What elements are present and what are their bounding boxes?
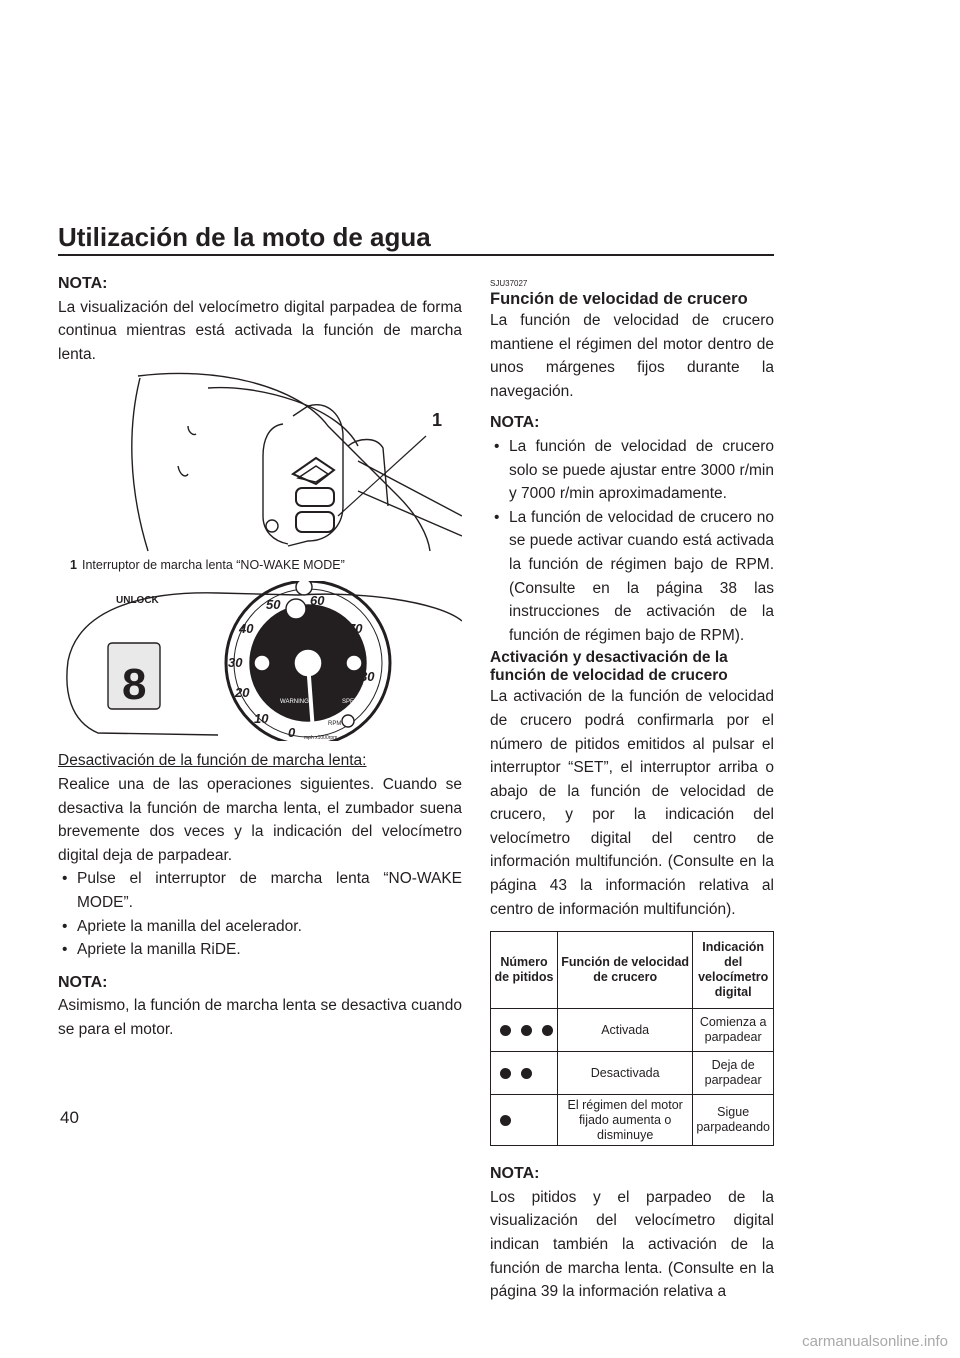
beep-dot-icon (500, 1115, 511, 1126)
header-rule (58, 254, 774, 256)
watermark: carmanualsonline.info (802, 1333, 948, 1350)
table-row (491, 1052, 774, 1095)
table-header-cell: Indicación del velocímetro digital (693, 932, 774, 1009)
function-cell: El régimen del motor fijado aumenta o disminuye (558, 1095, 693, 1146)
cruise-beep-table (490, 931, 774, 1146)
right-column (490, 275, 774, 1304)
left-column (58, 270, 462, 1042)
caption-text: Interruptor de marcha lenta “NO-WAKE MODE” (82, 558, 345, 573)
gauge-tick-10: 10 (254, 711, 269, 727)
subsection-text: La activación de la función de velocidad de crucero podrá confirmarla por el número de pitidos emitidos al pulsar el interruptor “SET”, el interruptor arriba o abajo de la función de velocidad de crucero, y por la indicación del velocímetro digital del centro de información multifunción. (Consulte en la página 43 la información relativa al centro de información multifunción). (490, 688, 774, 918)
deactivation-text: Realice una de las operaciones siguientes. Cuando se desactiva la función de marcha lenta, el zumbador suena brevemente dos veces y la indicación del velocímetro digital deja de parpadear. (58, 775, 462, 864)
page-header-title: Utilización de la moto de agua (58, 222, 431, 252)
unlock-label: UNLOCK (116, 595, 159, 607)
table-row (491, 1009, 774, 1052)
beep-dots (494, 1115, 554, 1126)
caption-number: 1 (70, 558, 77, 573)
bullet-item: • La función de velocidad de crucero no se puede activar cuando está activada la función de régimen bajo de RPM. (Consulte en la página 38 las instrucciones de activación de la función de régimen bajo de RPM). (490, 506, 774, 648)
indication-cell: Deja de parpadear (693, 1052, 774, 1095)
speedometer-gauge-illustration (58, 581, 462, 741)
gauge-tick-50: 50 (266, 597, 281, 613)
table-header-cell: Función de velocidad de crucero (558, 932, 693, 1009)
nota-text: Los pitidos y el parpadeo de la visualización del velocímetro digital indican también la activación de la función de marcha lenta. (Consulte en la página 39 la información relativa a (490, 1188, 774, 1301)
table-header-row (491, 932, 774, 1009)
bullet-item: • Pulse el interruptor de marcha lenta “NO-WAKE MODE”. (58, 867, 462, 914)
beep-dot-icon (521, 1025, 532, 1036)
section-code: SJU37027 (490, 279, 528, 288)
subsection-title: Activación y desactivación de la función de velocidad de crucero (490, 649, 728, 685)
function-cell: Activada (558, 1009, 693, 1052)
warning-label: WARNING (280, 699, 309, 706)
bullet-item: • La función de velocidad de crucero solo se puede ajustar entre 3000 r/min y 7000 r/min aproximadamente. (490, 435, 774, 506)
beep-dot-icon (521, 1068, 532, 1079)
bullet-item: • Apriete la manilla RiDE. (58, 938, 462, 962)
gauge-tick-80: 80 (360, 669, 375, 685)
speed-label: SPEED (342, 699, 363, 706)
bullet-item: • Apriete la manilla del acelerador. (58, 915, 462, 939)
nota-text: La visualización del velocímetro digital parpadea de forma continua mientras está activada la función de marcha lenta. (58, 298, 462, 363)
beep-dot-icon (500, 1025, 511, 1036)
deactivation-heading: Desactivación de la función de marcha lenta: (58, 752, 367, 770)
function-cell: Desactivada (558, 1052, 693, 1095)
indication-cell: Comienza a parpadear (693, 1009, 774, 1052)
gauge-tick-70: 70 (348, 621, 363, 637)
nota-text: Asimismo, la función de marcha lenta se desactiva cuando se para el motor. (58, 997, 462, 1038)
beep-dot-icon (542, 1025, 553, 1036)
rpm-label: RPM (328, 721, 342, 728)
beep-dots (494, 1068, 554, 1079)
digital-display-digit: 8 (122, 660, 147, 710)
beep-dot-icon (500, 1068, 511, 1079)
beep-dots (494, 1025, 554, 1036)
callout-1: 1 (432, 410, 443, 431)
gauge-tick-60: 60 (310, 593, 325, 609)
nota-heading: NOTA: (490, 414, 540, 432)
gauge-tick-30: 30 (228, 655, 243, 671)
figure-caption (58, 558, 462, 573)
page-number: 40 (60, 1108, 79, 1127)
gauge-tick-0: 0 (288, 725, 296, 741)
indication-cell: Sigue parpadeando (693, 1095, 774, 1146)
gauge-tick-20: 20 (235, 685, 250, 701)
section-title: Función de velocidad de crucero (490, 290, 748, 308)
units-label: mph x1000rpm (304, 735, 338, 742)
table-row (491, 1095, 774, 1146)
nota-heading: NOTA: (58, 973, 108, 991)
nota-heading: NOTA: (490, 1165, 540, 1183)
beep-count-cell (491, 1095, 558, 1146)
beep-count-cell (491, 1009, 558, 1052)
nota-heading: NOTA: (58, 275, 108, 292)
handlebar-switch-illustration (58, 366, 462, 556)
section-intro: La función de velocidad de crucero mantiene el régimen del motor dentro de unos márgenes fijos durante la navegación. (490, 312, 774, 400)
beep-count-cell (491, 1052, 558, 1095)
gauge-tick-40: 40 (239, 621, 254, 637)
table-header-cell: Número de pitidos (491, 932, 558, 1009)
